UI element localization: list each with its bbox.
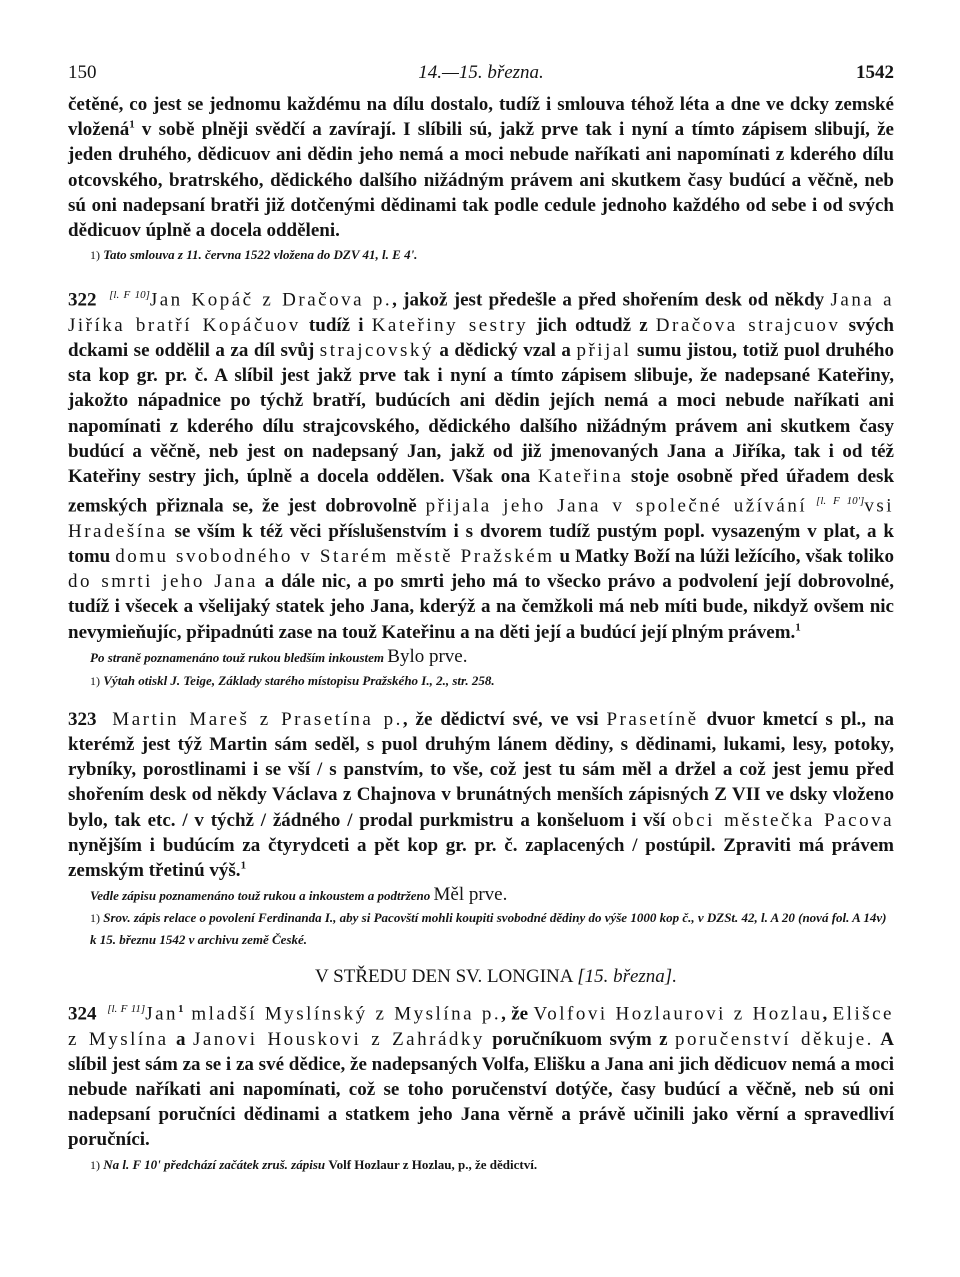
page-number: 150	[68, 62, 97, 83]
footnote-mark: 1)	[90, 673, 100, 688]
text-run: četěné, co jest se jednomu každému na dílu dostalo, tudíž i smlouva téhož léta a dne ve dcky zemské vložená	[68, 94, 894, 141]
spaced-text: přijala jeho Jana v společné užívání	[425, 495, 808, 517]
text-run: dvuor kmetcí s pl., na kterémž jest týž Martin sám seděl, s puol druhým lánem dědiny, s dědinami, lukami, lesy, potoky, rybníky, porostlinami i se vší / s panstvím, to vše, což jest tu sám měl a držel a což jest jemu před shořením desk od někdy Václava z Chajnova v brunátných menších zápisných Z VII ve dsky vloženo bylo, tak etc. / v týchž / žádného / prodal purkmistru a konšeluom i vší	[68, 708, 894, 831]
spaced-text: vsi Hradešína	[68, 495, 895, 542]
section-title-date: [15. března].	[577, 966, 677, 988]
folio-marker: [l. F 10']	[816, 495, 865, 508]
text-run: stoje osobně před úřadem desk zemských přiznala se, že jest dobrovolně	[68, 465, 895, 517]
spaced-text: Prasetíně	[606, 708, 699, 730]
text-run: ,	[822, 1003, 833, 1025]
running-date: 14.—15. března.	[418, 62, 544, 83]
text-run: , jakož jest předešle a před shořením desk od někdy	[392, 289, 831, 311]
footnote	[68, 243, 894, 267]
footnote-text: Výtah otiskl J. Teige, Základy starého místopisu Pražského I., 2., str. 258.	[100, 672, 495, 688]
footnote-reference: 1	[178, 1003, 184, 1016]
text-run: nynějším i budúcím za čtyrydceti a pět kop gr. pr. č. zaplacených / postúpil. Zpraviti má právem zemským třetinú výš.	[68, 834, 894, 881]
text-run: svých dckami se oddělil a za díl svůj	[68, 314, 894, 361]
continuation-paragraph	[68, 92, 894, 243]
folio-marker: [l. F 11]	[107, 1003, 146, 1016]
spaced-text: Janovi Houskovi z Zahrádky	[192, 1028, 485, 1050]
spaced-text: Jan Kopáč z Dračova p.	[149, 289, 393, 311]
footnote-text: Srov. zápis relace o povolení Ferdinanda I., aby si Pacovští mohli koupiti svobodné dědiny do výše 1000 kop č., v DZSt. 42, l. A 20 (nová fol. A 14v) k 15. březnu 1542 v archivu země České.	[90, 910, 887, 948]
margin-note	[68, 883, 894, 907]
running-year: 1542	[856, 62, 894, 83]
spaced-text: přijal	[576, 339, 632, 361]
footnote-mark: 1)	[90, 911, 100, 926]
entry-323	[68, 707, 894, 883]
spaced-text: Dračova strajcuov	[655, 314, 841, 336]
running-header	[68, 62, 894, 92]
text-run: a	[168, 1028, 193, 1050]
footnote-reference: 1	[129, 118, 135, 131]
text-run: , že dědictví své, ve vsi	[402, 708, 607, 730]
footnote-reference: 1	[795, 621, 801, 634]
spaced-text: Volfovi Hozlaurovi z Hozlau	[533, 1003, 823, 1025]
spaced-text: strajcovský	[319, 339, 434, 361]
footnote-mark: 1)	[90, 1157, 100, 1172]
text-run: A slíbil jest sám za se i za své dědice, že nadepsaných Volfa, Elišku a Jana ani jich dědicuov nemá a moci nebude naříkati ani napomínati, což se toho poručenství dotýče, časy budúcí a věčně, neb sú oni nadepsaní poručníci dědinami a statkem jeho Jana věrně a právě učinili jako věrní a spravedliví poručníci.	[68, 1028, 894, 1151]
footnote	[68, 1153, 894, 1177]
section-heading	[68, 964, 894, 989]
spaced-text: Jana a Jiříka bratří Kopáčuov	[68, 289, 895, 336]
spaced-text: domu svobodného v Starém městě Pražském	[115, 545, 555, 567]
entry-number: 324	[68, 1003, 97, 1025]
spaced-text: do smrti jeho Jana	[68, 571, 258, 593]
margin-note-text: Po straně poznamenáno touž rukou bledším inkoustem	[90, 649, 388, 665]
margin-note	[68, 645, 894, 669]
text-run: a dědický vzal a	[433, 339, 577, 361]
spaced-text: obci městečka Pacova	[672, 809, 895, 831]
text-run: poručníkuom svým z	[484, 1028, 675, 1050]
entry-322	[68, 283, 894, 645]
text-run: u Matky Boží na lúži ležícího, však toliko	[554, 545, 894, 567]
section-title-text: V STŘEDU DEN SV. LONGINA	[315, 966, 578, 988]
spaced-text: Martin Mareš z Prasetína p.	[112, 708, 403, 730]
margin-note-quote: Měl prve.	[433, 884, 508, 906]
text-run: sumu jistou, totiž puol druhého sta kop gr. pr. č. A slíbil jest jakž prve tak i nyní a tímto zápisem slibuje, že nadepsané Kateřiny, jakožto nápadnice po týchž bratří, budúcích ani dědin jejích nemá a moci nebude naříkati ani napomínati z kderého dílu strajcovského, dědického dalšího nižádným právem ani skutkem časy budúcí a věčně, neb jest on nadepsaný Jan, jakž od již jmenovaných Jana a Jiříka, tak i od též Kateřiny sestry jich, úplně a docela oddělen. Však ona	[68, 339, 894, 487]
footnote-text: Na l. F 10' předchází začátek zruš. zápisu	[100, 1156, 329, 1172]
text-run: a dále nic, a po smrti jeho má to všecko právo a podvolení její dobrovolné, tudíž i všecek a všelijaký statek jeho Jana, kderýž a na čemžkoli má neb míti bude, nikdyž ovšem nic nevymieňujíc, připadnúti zase na touž Kateřinu a na děti její a budúcí její plným právem.	[68, 571, 894, 643]
spaced-text: Jan	[145, 1003, 179, 1025]
entry-number: 323	[68, 708, 97, 730]
footnote-quote: Volf Hozlaur z Hozlau, p., že dědictví.	[328, 1156, 538, 1172]
text-run: jich odtudž z	[528, 314, 656, 336]
spaced-text: Elišce z Myslína	[68, 1003, 894, 1050]
footnote	[68, 669, 894, 693]
footnote-reference: 1	[240, 859, 247, 872]
footnote-mark: 1)	[90, 248, 100, 263]
text-run: se vším k též věci příslušenstvím i s dvorem tudíž pustým popl. vysazeným v plat, a k tomu	[68, 520, 894, 567]
text-run: v sobě plněji svědčí a zavírají. I slíbili sú, jakž prve tak i nyní a tímto zápisem slibují, že jeden druhého, dědicuov ani dědin jeho nemá a moci nebude naříkati ani napomínati z kderého dílu otcovského, bratrského, dědického dalšího nižádným právem ani skutkem časy budúcí a věčně, neb sú oni nadepsaní bratři již dotčenými dědinami tak podle cedule jednoho každého od sebe i od svých dědicuov úplně a docela odděleni.	[68, 119, 894, 242]
spaced-text: mladší Myslínský z Myslína p.	[183, 1003, 502, 1025]
spaced-text: Kateřina	[537, 465, 624, 487]
document-page	[68, 62, 894, 1177]
margin-note-quote: Bylo prve.	[387, 645, 468, 667]
spaced-text: poručenství děkuje.	[674, 1028, 874, 1050]
spaced-text: Kateřiny sestry	[371, 314, 529, 336]
entry-324	[68, 997, 894, 1153]
margin-note-text: Vedle zápisu poznamenáno touž rukou a inkoustem a podtrženo	[90, 888, 434, 904]
folio-marker: [l. F 10]	[109, 289, 150, 302]
text-run: , že	[501, 1003, 534, 1025]
footnote-text: Tato smlouva z 11. června 1522 vložena do DZV 41, l. E 4'.	[100, 247, 418, 263]
footnote	[68, 907, 894, 950]
entry-number: 322	[68, 289, 97, 311]
text-run: tudíž i	[300, 314, 372, 336]
